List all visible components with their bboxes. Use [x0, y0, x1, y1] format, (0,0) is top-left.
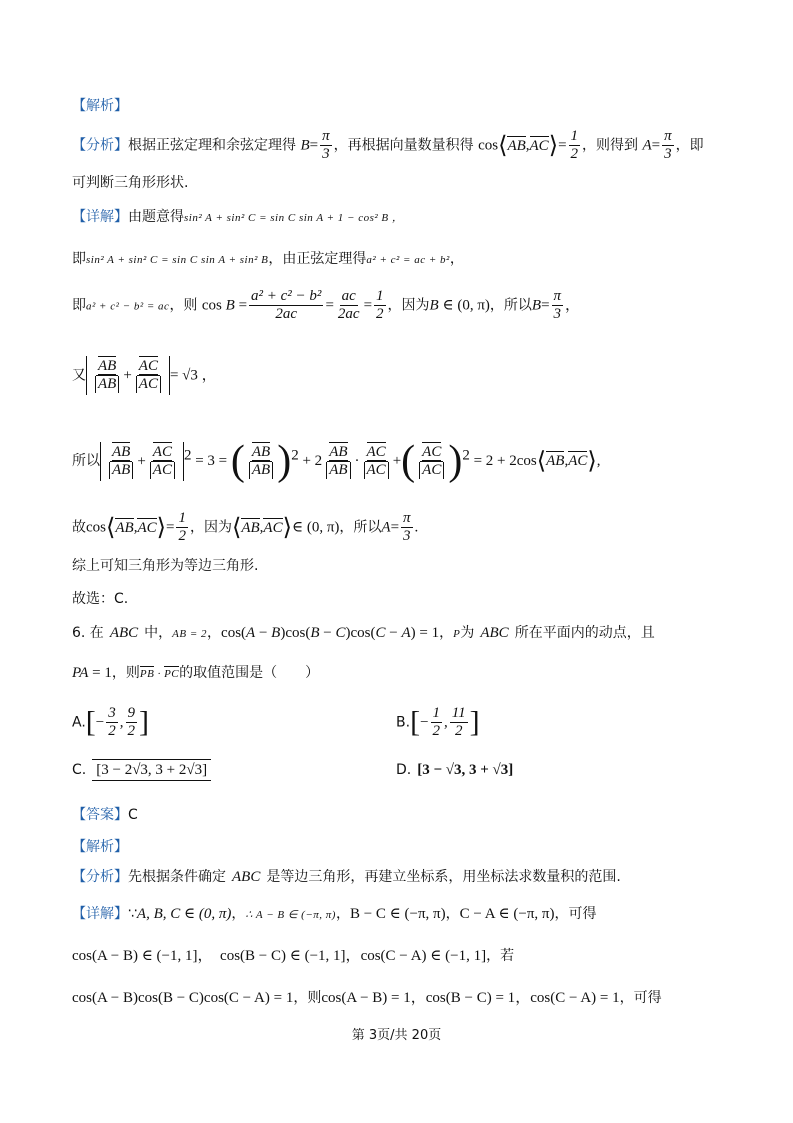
detail-line-1 — [72, 206, 403, 226]
choice-text: 故选：C. — [72, 591, 129, 607]
xiangjie-tag: 【详解】 — [72, 906, 128, 922]
text: 即 — [72, 251, 86, 267]
option-label: D. — [396, 762, 412, 778]
text: ， — [335, 906, 350, 922]
vec-AB: AB — [507, 137, 526, 154]
fraction-1-2: $\frac{1}{2}$ — [376, 288, 384, 322]
text: ，则 — [293, 990, 322, 1006]
text: 是等边三角形，再建立坐标系，用坐标法求数量积的范围. — [266, 869, 621, 885]
detail-line-6: 故cos⟨AB,AC⟩= $\frac{1}{2}$ ，因为⟨AB,AC⟩∈ (0, π)，所以A= $\frac{\pi}{3}$ . — [72, 510, 419, 544]
option-C-text: 3 − 2√3, 3 + 2√3 — [101, 762, 203, 778]
formula: B — [300, 137, 310, 154]
xiangjie-tag: 【详解】 — [72, 209, 128, 225]
text: ，则 — [111, 665, 140, 681]
text: ，因为 — [189, 519, 232, 536]
formula: sin² A + sin² C = sin C sin A + 1 − cos² B ， — [184, 212, 404, 224]
text: 即 — [72, 297, 86, 314]
option-A[interactable]: A.[− $\frac{3}{2}$ , $\frac{9}{2}$ ] — [72, 705, 149, 739]
option-D-text: 3 − √3, 3 + √3 — [422, 762, 509, 778]
text: ， — [445, 906, 460, 922]
analysis-tag: 【解析】 — [72, 839, 128, 855]
text: ，所以 — [489, 297, 532, 314]
q6-detail-line-3: cos(A − B)cos(B − C)cos(C − A) = 1，则cos(A − B) = 1，cos(B − C) = 1，cos(C − A) = 1，可得 — [72, 990, 662, 1006]
text: 6. 在 — [72, 625, 104, 641]
text: ，再根据向量数量积得 — [333, 137, 474, 154]
q6-detail-line-1 — [72, 903, 596, 923]
text: 由题意得 — [128, 209, 184, 225]
detail-line-5: 所以 $\frac{AB}{AB}$ + $\frac{AC}{AC}$ $^2$ = 3 = ( $\frac{AB}{AB}$ )$^2$ + 2 $\frac{AB}{AB}$ · $\frac{AC}{AC}$ +( $\frac{AC}{AC}$ )$^2$ = 2 + 2cos⟨AB,AC⟩, — [72, 438, 601, 484]
text: ，则 — [169, 297, 198, 314]
formula-cosB: cos B = — [201, 297, 248, 314]
fraction-pi-3: $\frac{\pi}{3}$ — [553, 288, 562, 322]
formula: A, B, C ∈ (0, π) — [136, 906, 232, 922]
text: ，可得 — [619, 990, 662, 1006]
text: ，由正弦定理得 — [268, 251, 367, 267]
formula: cos(B − C) = 1 — [425, 990, 516, 1006]
formula: B — [531, 297, 542, 314]
abs-unit-sum: $\frac{AB}{AB}$ + $\frac{AC}{AC}$ — [86, 356, 170, 395]
text: 所在平面内的动点，且 — [514, 625, 655, 641]
answer-line — [72, 804, 138, 824]
fraction-law-of-cos: $\frac{\text{a² + c² − b²}}{2ac}$ — [251, 288, 322, 322]
answer-value: C — [128, 807, 138, 823]
q6-stem-line-2: PA = 1，则PB · PC的取值范围是（ ） — [72, 665, 320, 681]
text: 为 — [460, 625, 475, 641]
formula: a² + c² = ac + b² — [366, 254, 450, 266]
abs-unit-sum: $\frac{AB}{AB}$ + $\frac{AC}{AC}$ — [100, 442, 184, 481]
formula: B ∈ (0, π) — [429, 297, 490, 314]
eq: = — [309, 137, 319, 154]
text: 又 — [72, 367, 86, 384]
page-footer: 第 3页/共 20页 — [351, 1028, 442, 1043]
text: 中， — [144, 625, 173, 641]
q6-fenxi-line: 【分析】先根据条件确定 ABC 是等边三角形，再建立坐标系，用坐标法求数量积的范围. — [72, 869, 621, 885]
text: ，所以 — [339, 519, 382, 536]
option-D[interactable]: D. [3 − √3, 3 + √3] — [396, 762, 514, 778]
option-label: B. — [396, 714, 411, 731]
formula: cos(B − C) ∈ (−1, 1] — [220, 948, 346, 964]
text: 的取值范围是（ ） — [179, 665, 320, 681]
formula: a² + c² − b² = ac — [86, 300, 170, 313]
text: 先根据条件确定 — [128, 869, 226, 885]
formula: cos(A − B) = 1 — [321, 990, 411, 1006]
text: 根据正弦定理和余弦定理得 — [128, 137, 296, 154]
text: ，因为 — [387, 297, 430, 314]
detail-line-3: 即a² + c² − b² = ac，则 cos B = $\frac{\text{a² + c² − b²}}{2ac}$ = $\frac{ac}{2ac}$ = $\frac{1}{2}$ ，因为B ∈ (0, π)，所以B= $\frac{\pi}{3}$ ， — [72, 288, 581, 322]
answer-tag: 【答案】 — [72, 807, 128, 823]
text: ，则得到 — [582, 137, 639, 154]
text: ， — [207, 625, 222, 641]
text: ， — [449, 251, 464, 267]
text: ，若 — [486, 948, 515, 964]
formula: sin² A + sin² C = sin C sin A + sin² B — [86, 254, 269, 266]
text: ，可得 — [554, 906, 597, 922]
text-line: 可判断三角形形状. — [72, 175, 189, 191]
analysis-tag: 【解析】 — [72, 98, 128, 114]
formula: cos(C − A) ∈ (−1, 1] — [360, 948, 487, 964]
fraction-1-2: $\frac{1}{2}$ — [570, 128, 579, 162]
text: ， — [231, 906, 246, 922]
formula: cos(A − B) ∈ (−1, 1] — [72, 948, 198, 964]
fenxi-tag: 【分析】 — [72, 869, 128, 885]
text: ∵ — [128, 906, 137, 922]
rangle: ⟩ — [548, 133, 559, 159]
option-B[interactable]: B.[− $\frac{1}{2}$ , $\frac{11}{2}$ ] — [396, 705, 480, 739]
fraction-pi-3: $\frac{\pi}{3}$ — [664, 128, 672, 162]
formula: C − A ∈ (−π, π) — [459, 906, 555, 922]
text: 故 — [72, 519, 86, 536]
formula: ∴ A − B ∈ (−π, π) — [245, 909, 336, 921]
q6-stem-line-1: 6. 在 ABC 中，AB = 2，cos(A − B)cos(B − C)cos(C − A) = 1，P为 ABC 所在平面内的动点，且 — [72, 625, 655, 641]
option-label: A. — [72, 714, 86, 731]
formula: cos(A − B)cos(B − C)cos(C − A) = 1 — [72, 990, 294, 1006]
fraction-pi-3: $\frac{\pi}{3}$ — [322, 128, 330, 162]
q6-detail-line-2: cos(A − B) ∈ (−1, 1]， cos(B − C) ∈ (−1, 1]，cos(C − A) ∈ (−1, 1]，若 — [72, 948, 515, 964]
detail-line-4: 又 $\frac{AB}{AB}$ + $\frac{AC}{AC}$ = √3 ， — [72, 356, 217, 395]
vec-AC: AC — [529, 137, 549, 154]
fraction-ac-2ac: $\frac{ac}{2ac}$ — [337, 288, 360, 322]
text: ，即 — [675, 137, 704, 154]
langle: ⟨ — [498, 133, 508, 159]
formula: cos(C − A) = 1 — [530, 990, 620, 1006]
summary-text: 综上可知三角形为等边三角形. — [72, 558, 259, 574]
option-label: C. — [72, 762, 87, 778]
analysis-paragraph: 【分析】根据正弦定理和余弦定理得 B= $\frac{\pi}{3}$ ，再根据向量数量积得 cos⟨AB,AC⟩= $\frac{1}{2}$ ，则得到 A= $\frac{\pi}{3}$ ，即 — [72, 128, 704, 162]
formula: A — [642, 137, 652, 154]
fenxi-tag: 【分析】 — [72, 137, 128, 154]
formula-cos: cos — [478, 137, 499, 154]
option-C[interactable]: C. [3 − 2√3, 3 + 2√3] — [72, 762, 211, 779]
text: 所以 — [72, 453, 100, 469]
formula: B − C ∈ (−π, π) — [349, 906, 446, 922]
detail-line-2 — [72, 248, 464, 268]
text: ， — [439, 625, 454, 641]
